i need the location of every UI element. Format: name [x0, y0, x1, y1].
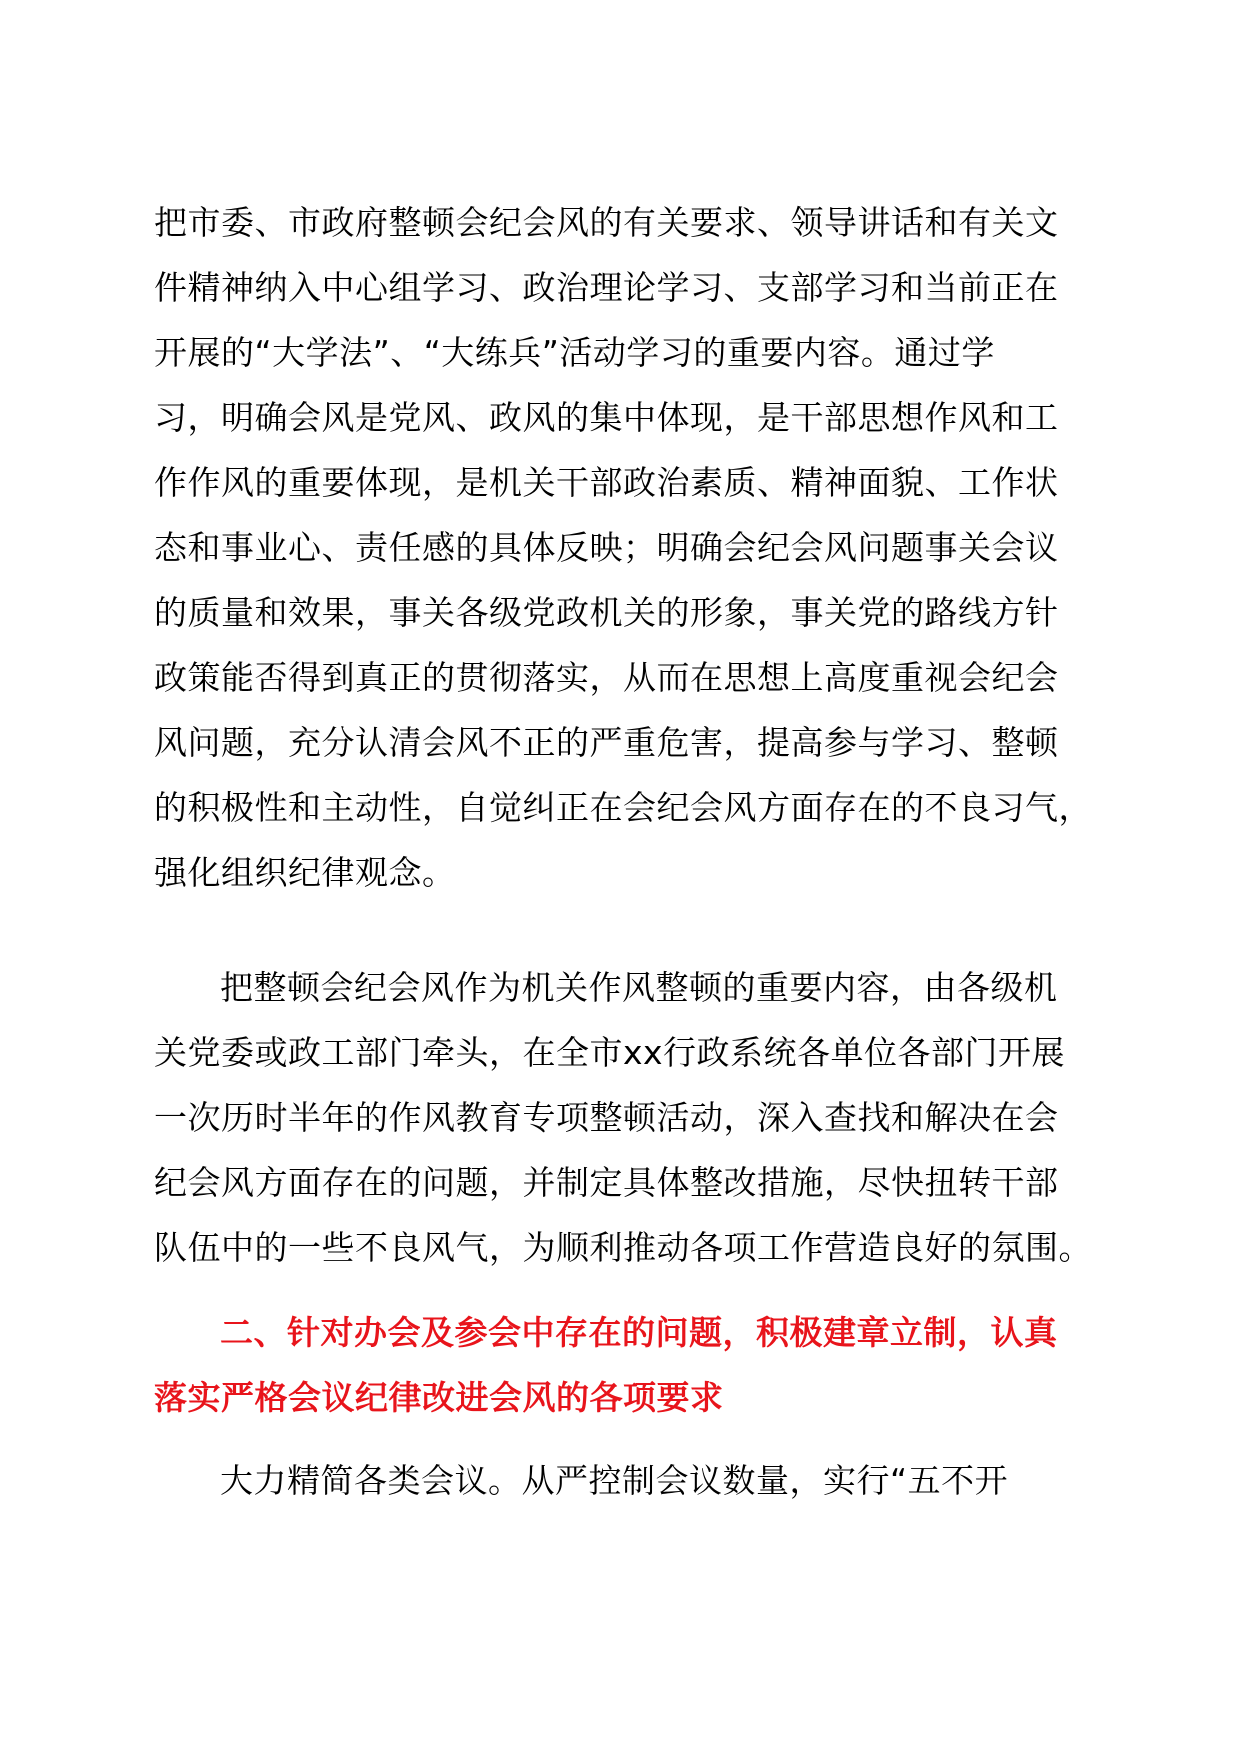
paragraph-line: 习，明确会风是党风、政风的集中体现，是干部思想作风和工: [154, 398, 1059, 437]
paragraph-line: 关党委或政工部门牵头，在全市xx行政系统各单位各部门开展: [154, 1033, 1066, 1072]
section-heading-2: [154, 1300, 1094, 1430]
heading-line: 落实严格会议纪律改进会风的各项要求: [154, 1378, 724, 1417]
paragraph-line: 风问题，充分认清会风不正的严重危害，提高参与学习、整顿: [154, 723, 1059, 762]
paragraph-line: 作作风的重要体现，是机关干部政治素质、精神面貌、工作状: [154, 463, 1059, 502]
paragraph-line: 态和事业心、责任感的具体反映；明确会纪会风问题事关会议: [154, 528, 1059, 567]
paragraph-line: 纪会风方面存在的问题，并制定具体整改措施，尽快扭转干部: [154, 1163, 1059, 1202]
heading-line: 二、针对办会及参会中存在的问题，积极建章立制，认真: [220, 1313, 1058, 1352]
paragraph-line: 件精神纳入中心组学习、政治理论学习、支部学习和当前正在: [154, 268, 1059, 307]
paragraph-rectification-campaign: [154, 955, 1094, 1280]
paragraph-line: 把市委、市政府整顿会纪会风的有关要求、领导讲话和有关文: [154, 203, 1059, 242]
paragraph-line: 强化组织纪律观念。: [154, 853, 456, 892]
paragraph-line: 队伍中的一些不良风气，为顺利推动各项工作营造良好的氛围。: [154, 1228, 1092, 1267]
paragraph-line: 一次历时半年的作风教育专项整顿活动，深入查找和解决在会: [154, 1098, 1059, 1137]
paragraph-line: 把整顿会纪会风作为机关作风整顿的重要内容，由各级机: [220, 968, 1058, 1007]
paragraph-study-requirements: [154, 190, 1094, 905]
paragraph-line: 大力精简各类会议。从严控制会议数量，实行“五不开: [220, 1461, 1009, 1500]
paragraph-streamline-meetings: [154, 1448, 1094, 1513]
paragraph-line: 开展的“大学法”、“大练兵”活动学习的重要内容。通过学: [154, 333, 995, 372]
paragraph-line: 政策能否得到真正的贯彻落实，从而在思想上高度重视会纪会: [154, 658, 1059, 697]
paragraph-line: 的积极性和主动性，自觉纠正在会纪会风方面存在的不良习气，: [154, 788, 1092, 827]
paragraph-line: 的质量和效果，事关各级党政机关的形象，事关党的路线方针: [154, 593, 1059, 632]
